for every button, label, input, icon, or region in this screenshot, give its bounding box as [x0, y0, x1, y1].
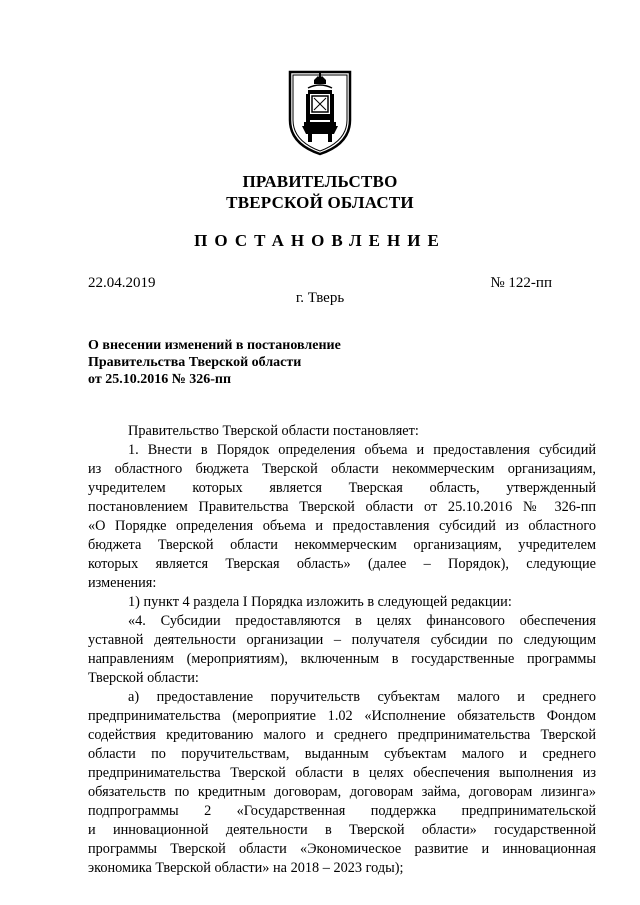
- body-line: предпринимательства (мероприятие 1.02 «Исполнение обязательств Фондом: [88, 708, 596, 724]
- document-body: [88, 422, 596, 878]
- body-line: учредителем которых является Тверская область, утвержденный: [88, 480, 596, 496]
- body-line: изменения:: [88, 575, 157, 591]
- body-line: программы Тверской области «Экономическое развитие и инновационная: [88, 841, 596, 857]
- subject-line: от 25.10.2016 № 326-пп: [88, 372, 232, 387]
- organization-title-line1: ПРАВИТЕЛЬСТВО: [242, 172, 398, 191]
- body-line: «4. Субсидии предоставляются в целях финансового обеспечения: [128, 613, 596, 629]
- subject-line: Правительства Тверской области: [88, 355, 302, 370]
- body-line: подпрограммы 2 «Государственная поддержка предпринимательской: [88, 803, 596, 819]
- body-line: предпринимательства Тверской области в целях обеспечения выполнения из: [88, 765, 596, 781]
- body-line: Тверской области:: [88, 670, 199, 686]
- body-line: «О Порядке определения объема и предоставления субсидий из областного: [88, 518, 596, 534]
- coat-of-arms-icon: [288, 70, 352, 156]
- body-line: из областного бюджета Тверской области некоммерческим организациям,: [88, 461, 596, 477]
- body-line: 1) пункт 4 раздела I Порядка изложить в следующей редакции:: [128, 594, 512, 610]
- organization-title-line2: ТВЕРСКОЙ ОБЛАСТИ: [226, 193, 414, 212]
- body-line: а) предоставление поручительств субъектам малого и среднего: [128, 689, 596, 705]
- body-line: Правительство Тверской области постановляет:: [128, 423, 419, 439]
- body-line: экономика Тверской области» на 2018 – 2023 годы);: [88, 860, 404, 876]
- body-line: которых является Тверская область» (далее – Порядок), следующие: [88, 556, 596, 572]
- body-line: бюджета Тверской области некоммерческим организациям, учредителем: [88, 537, 596, 553]
- document-type: ПОСТАНОВЛЕНИЕ: [194, 231, 446, 250]
- body-line: области по поручительствам, выданным субъектам малого и среднего: [88, 746, 596, 762]
- subject-line: О внесении изменений в постановление: [88, 338, 341, 353]
- document-number: № 122-пп: [490, 275, 552, 291]
- body-line: обязательств по кредитным договорам, договорам займа, договорам лизинга»: [88, 784, 596, 800]
- body-line: постановлением Правительства Тверской области от 25.10.2016 № 326-пп: [88, 499, 596, 515]
- body-line: 1. Внести в Порядок определения объема и предоставления субсидий: [128, 442, 596, 458]
- body-line: и инновационной деятельности в Тверской области» государственной: [88, 822, 596, 838]
- body-line: уставной деятельности организации – получателя субсидии по следующим: [88, 632, 596, 648]
- body-line: содействия кредитованию малого и среднего предпринимательства Тверской: [88, 727, 596, 743]
- document-city: г. Тверь: [295, 290, 345, 306]
- document-date: 22.04.2019: [88, 275, 156, 291]
- document-subject: [88, 337, 408, 388]
- body-line: направлениям (мероприятиям), включенным в государственные программы: [88, 651, 596, 667]
